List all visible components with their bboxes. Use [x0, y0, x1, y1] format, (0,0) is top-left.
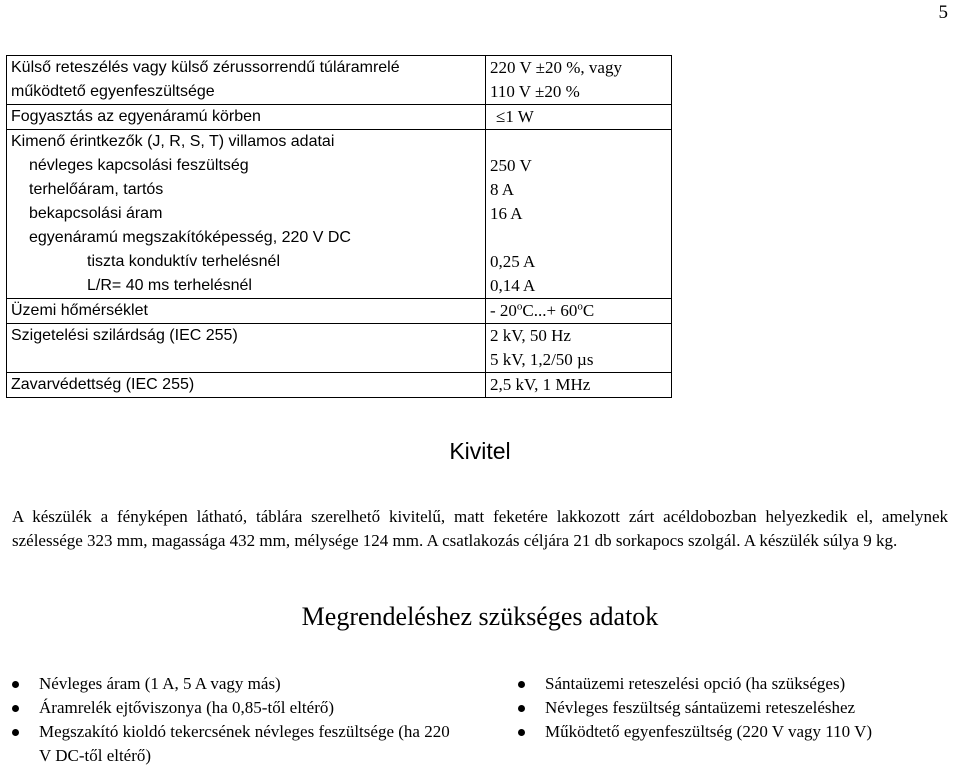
- spec-sub-value: 8 A: [490, 180, 515, 199]
- list-item: Megszakító kioldó tekercsének névleges feszültsége (ha 220 V DC-től eltérő): [10, 720, 450, 768]
- spec-label-consumption: Fogyasztás az egyenáramú körben: [7, 105, 486, 130]
- order-list-left: [10, 672, 450, 768]
- spec-label-line: Külső reteszélés vagy külső zérussorrendű túláramrelé: [11, 59, 400, 76]
- spec-value: ≤1 W: [496, 107, 534, 126]
- spec-table: [6, 55, 958, 398]
- table-row: [7, 105, 959, 130]
- spec-sub-label: tiszta konduktív terhelésnél: [87, 253, 280, 270]
- spec-sub-label: névleges kapcsolási feszültség: [29, 157, 249, 174]
- spec-label-immunity: Zavarvédettség (IEC 255): [7, 373, 486, 398]
- spec-sub-value: 250 V: [490, 156, 532, 175]
- spec-value-line: 2 kV, 50 Hz: [490, 326, 571, 345]
- list-item: Működtető egyenfeszültség (220 V vagy 110 V): [516, 720, 956, 744]
- table-row: [7, 130, 959, 299]
- list-item: Sántaüzemi reteszelési opció (ha szükséges): [516, 672, 956, 696]
- spec-sub-label: egyenáramú megszakítóképesség, 220 V DC: [29, 229, 351, 246]
- table-row: [7, 56, 959, 105]
- list-item: Áramrelék ejtőviszonya (ha 0,85-től eltérő): [10, 696, 450, 720]
- spec-value-insulation: [486, 324, 672, 373]
- spec-value-line: 5 kV, 1,2/50 µs: [490, 350, 594, 369]
- order-list-right: [516, 672, 956, 744]
- order-heading: Megrendeléshez szükséges adatok: [301, 602, 659, 631]
- spec-sub-label: bekapcsolási áram: [29, 205, 163, 222]
- spec-value-line: 220 V ±20 %, vagy: [490, 58, 622, 77]
- spec-label-insulation: Szigetelési szilárdság (IEC 255): [7, 324, 486, 373]
- kivitel-heading: Kivitel: [449, 438, 511, 464]
- spec-label-output-contacts: [7, 130, 486, 299]
- spec-sub-value: 0,14 A: [490, 276, 536, 295]
- spec-value-external-interlock: [486, 56, 672, 105]
- kivitel-paragraph: A készülék a fényképen látható, táblára szerelhető kivitelű, matt feketére lakkozott zárt acéldobozban helyezkedik el, amelynek szélessége 323 mm, magassága 432 mm, mélysége 124 mm. A csatlakozás céljára 21 db sorkapocs szolgál. A készülék súlya 9 kg.: [12, 507, 948, 550]
- spec-sub-label: L/R= 40 ms terhelésnél: [87, 277, 252, 294]
- spec-sub-label: terhelőáram, tartós: [29, 181, 164, 198]
- spec-group-title: Kimenő érintkezők (J, R, S, T) villamos adatai: [11, 133, 335, 150]
- page-number: 5: [938, 2, 948, 23]
- spec-sub-value: [490, 226, 667, 250]
- spec-sub-value: 16 A: [490, 204, 523, 223]
- spec-label-external-interlock: [7, 56, 486, 105]
- table-row: [7, 373, 959, 398]
- list-item: Névleges feszültség sántaüzemi reteszeléshez: [516, 696, 956, 720]
- spec-label-temperature: Üzemi hőmérséklet: [7, 299, 486, 324]
- spec-value-immunity: 2,5 kV, 1 MHz: [486, 373, 672, 398]
- spec-label-line: működtető egyenfeszültsége: [11, 83, 215, 100]
- spec-value-line: 110 V ±20 %: [490, 82, 580, 101]
- spec-value-output-contacts: [486, 130, 672, 299]
- list-item: Névleges áram (1 A, 5 A vagy más): [10, 672, 450, 696]
- spec-value-temperature: - $20^oC...+ 60^oC$: [486, 299, 672, 324]
- spec-value-consumption: [486, 105, 672, 130]
- table-row: [7, 324, 959, 373]
- table-row: [7, 299, 959, 324]
- spec-sub-value: 0,25 A: [490, 252, 536, 271]
